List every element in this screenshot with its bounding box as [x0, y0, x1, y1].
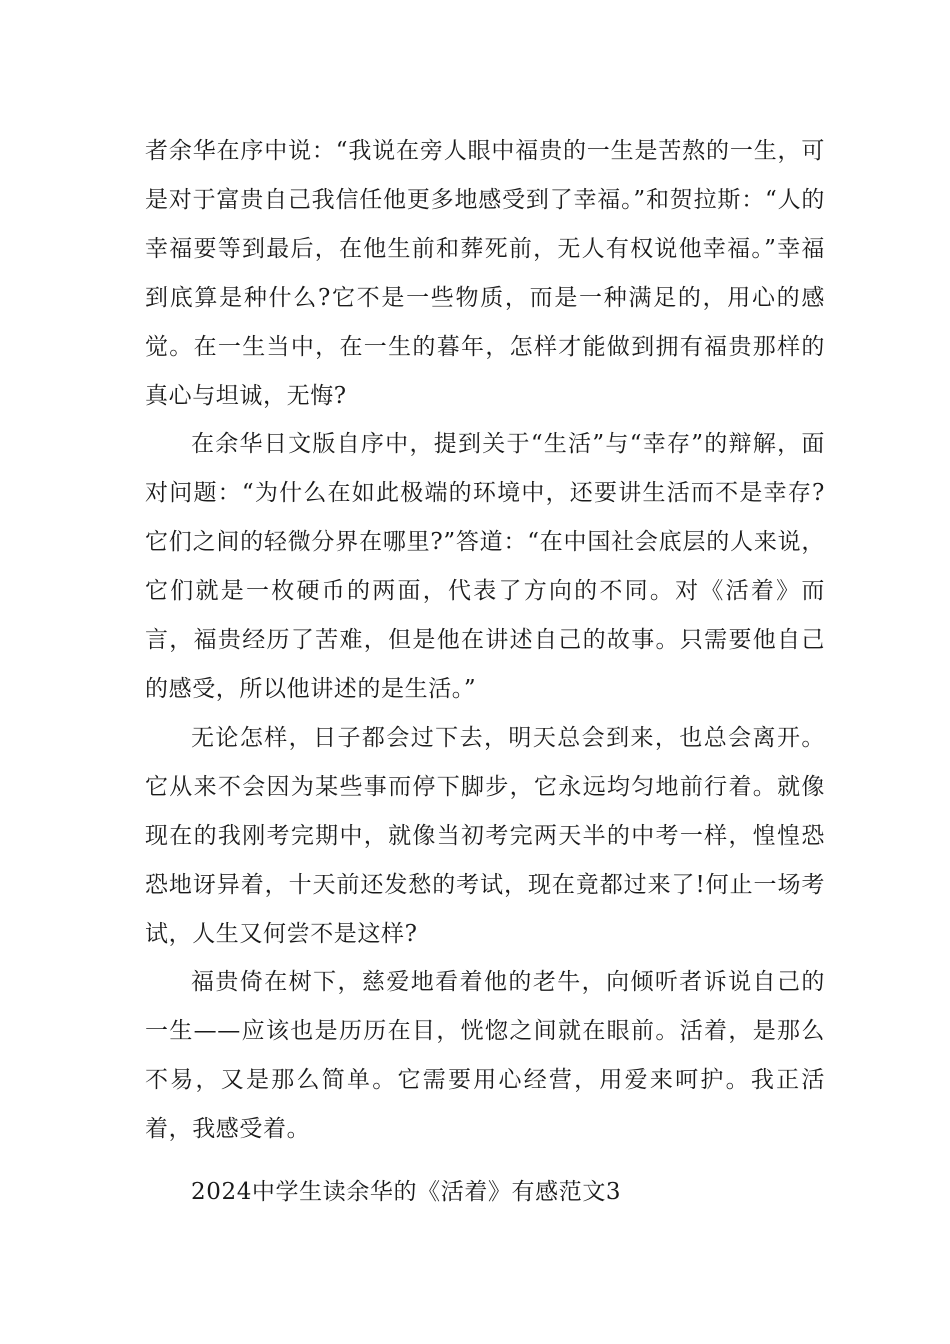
paragraph-4: 福贵倚在树下，慈爱地看着他的老牛，向倾听者诉说自己的一生——应该也是历历在目，恍惚之间就在眼前。活着，是那么不易，又是那么简单。它需要用心经营，用爱来呵护。我正活着，我感受着。: [145, 969, 825, 1143]
paragraph-1: 者余华在序中说：“我说在旁人眼中福贵的一生是苦熬的一生，可是对于富贵自己我信任他更多地感受到了幸福。”和贺拉斯：“人的幸福要等到最后，在他生前和葬死前，无人有权说他幸福。”幸福到底算是种什么?它不是一些物质，而是一种满足的，用心的感觉。在一生当中，在一生的暮年，怎样才能做到拥有福贵那样的真心与坦诚，无悔?: [145, 138, 825, 409]
section-heading: 2024中学生读余华的《活着》有感范文3: [191, 1179, 622, 1206]
document-body: [145, 127, 825, 1217]
paragraph-2: 在余华日文版自序中，提到关于“生活”与“幸存”的辩解，面对问题：“为什么在如此极端的环境中，还要讲生活而不是幸存?它们之间的轻微分界在哪里?”答道：“在中国社会底层的人来说，它们就是一枚硬币的两面，代表了方向的不同。对《活着》而言，福贵经历了苦难，但是他在讲述自己的故事。只需要他自己的感受，所以他讲述的是生活。”: [145, 431, 825, 702]
paragraph-3: 无论怎样，日子都会过下去，明天总会到来，也总会离开。它从来不会因为某些事而停下脚步，它永远均匀地前行着。就像现在的我刚考完期中，就像当初考完两天半的中考一样，惶惶恐恐地讶异着，十天前还发愁的考试，现在竟都过来了!何止一场考试，人生又何尝不是这样?: [145, 724, 825, 947]
